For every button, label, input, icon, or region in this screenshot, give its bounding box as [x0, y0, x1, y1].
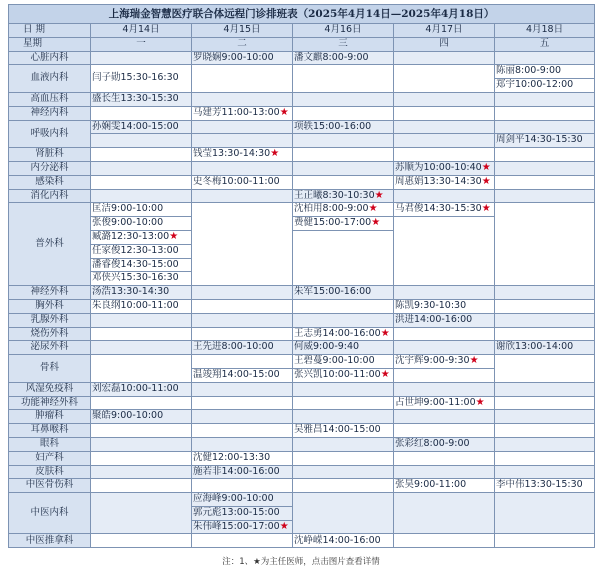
schedule-cell — [495, 189, 595, 203]
schedule-cell — [394, 286, 495, 300]
weekday-row — [9, 37, 595, 51]
dept-label: 心脏内科 — [9, 51, 91, 65]
schedule-cell[interactable] — [293, 51, 394, 65]
schedule-cell[interactable] — [91, 203, 192, 217]
schedule-cell[interactable] — [293, 120, 394, 134]
schedule-cell — [192, 479, 293, 493]
schedule-cell — [91, 465, 192, 479]
chief-physician-star-icon: ★ — [169, 231, 179, 243]
schedule-cell — [192, 203, 293, 286]
doctor-slot[interactable]: 朱伟峰15:00-17:00 — [193, 520, 280, 532]
doctor-slot[interactable]: 张兴凯10:00-11:00 — [294, 369, 381, 381]
dept-label: 皮肤科 — [9, 465, 91, 479]
table-row — [9, 327, 595, 341]
doctor-slot[interactable]: 郑宇10:00-12:00 — [496, 79, 574, 91]
schedule-cell — [192, 424, 293, 438]
schedule-cell[interactable] — [293, 341, 394, 355]
table-row — [9, 534, 595, 548]
schedule-cell — [495, 313, 595, 327]
doctor-slot[interactable]: 吴雅昌14:00-15:00 — [294, 424, 381, 436]
schedule-cell — [293, 134, 394, 148]
dept-label: 泌尿外科 — [9, 341, 91, 355]
doctor-slot[interactable]: 王志勇14:00-16:00 — [294, 327, 381, 339]
schedule-cell — [394, 534, 495, 548]
schedule-cell[interactable] — [91, 217, 192, 231]
schedule-cell — [91, 493, 192, 534]
footnote: 注：1、★为主任医师，点击图片查看详情 — [222, 557, 380, 567]
schedule-cell — [495, 327, 595, 341]
schedule-cell — [192, 161, 293, 175]
schedule-cell[interactable] — [394, 203, 495, 217]
table-row — [9, 134, 595, 148]
schedule-cell — [192, 355, 293, 369]
schedule-cell — [495, 106, 595, 120]
dept-label: 神经内科 — [9, 106, 91, 120]
doctor-slot[interactable]: 张昊9:00-11:00 — [395, 479, 467, 491]
schedule-cell[interactable] — [91, 382, 192, 396]
schedule-cell — [394, 465, 495, 479]
schedule-cell — [293, 299, 394, 313]
table-row — [9, 465, 595, 479]
schedule-cell — [192, 286, 293, 300]
schedule-cell — [293, 410, 394, 424]
schedule-cell — [192, 534, 293, 548]
doctor-slot[interactable]: 李中伟13:30-15:30 — [496, 479, 583, 491]
weekday-thu: 四 — [394, 37, 495, 51]
schedule-cell[interactable] — [293, 189, 394, 203]
dept-label: 妇产科 — [9, 451, 91, 465]
schedule-cell — [293, 396, 394, 410]
schedule-cell — [293, 148, 394, 162]
schedule-cell — [91, 106, 192, 120]
chief-physician-star-icon: ★ — [481, 162, 491, 174]
schedule-cell — [495, 410, 595, 424]
schedule-cell — [192, 134, 293, 148]
schedule-cell[interactable] — [91, 286, 192, 300]
dept-label: 风湿免疫科 — [9, 382, 91, 396]
dept-label: 中医内科 — [9, 493, 91, 534]
schedule-cell[interactable] — [495, 479, 595, 493]
schedule-cell[interactable] — [91, 65, 192, 93]
schedule-cell — [293, 161, 394, 175]
schedule-cell — [394, 424, 495, 438]
doctor-slot[interactable]: 钱莹13:30-14:30 — [193, 148, 271, 160]
schedule-cell — [91, 148, 192, 162]
dept-label: 普外科 — [9, 203, 91, 286]
chief-physician-star-icon: ★ — [270, 148, 280, 160]
schedule-cell — [394, 120, 495, 134]
schedule-cell[interactable] — [293, 203, 394, 217]
dept-label: 烧伤外科 — [9, 327, 91, 341]
schedule-cell[interactable] — [394, 299, 495, 313]
dept-label: 肿瘤科 — [9, 410, 91, 424]
schedule-cell[interactable] — [91, 410, 192, 424]
schedule-cell — [495, 299, 595, 313]
chief-physician-star-icon: ★ — [371, 217, 381, 229]
schedule-cell[interactable] — [192, 451, 293, 465]
schedule-cell — [91, 479, 192, 493]
dept-label: 呼吸内科 — [9, 120, 91, 148]
schedule-cell — [394, 217, 495, 286]
schedule-cell — [293, 382, 394, 396]
chief-physician-star-icon: ★ — [380, 369, 390, 381]
schedule-cell — [91, 175, 192, 189]
dept-label: 感染科 — [9, 175, 91, 189]
dept-label: 高血压科 — [9, 92, 91, 106]
chief-physician-star-icon: ★ — [380, 327, 390, 339]
schedule-cell — [293, 65, 394, 93]
schedule-cell — [495, 148, 595, 162]
schedule-cell[interactable] — [293, 217, 394, 231]
schedule-cell[interactable] — [293, 327, 394, 341]
schedule-cell[interactable] — [192, 51, 293, 65]
schedule-cell — [495, 161, 595, 175]
doctor-slot[interactable]: 匡洁9:00-10:00 — [92, 203, 164, 215]
date-wed: 4月16日 — [293, 24, 394, 38]
doctor-slot[interactable]: 洪进14:00-16:00 — [395, 313, 473, 325]
doctor-slot[interactable]: 聚皓9:00-10:00 — [92, 410, 164, 422]
doctor-slot[interactable]: 刘宏磊10:00-11:00 — [92, 382, 179, 394]
chief-physician-star-icon: ★ — [469, 355, 479, 367]
schedule-cell — [192, 313, 293, 327]
schedule-cell — [293, 465, 394, 479]
table-row — [9, 341, 595, 355]
schedule-cell — [192, 120, 293, 134]
schedule-cell — [394, 148, 495, 162]
date-label: 日 期 — [9, 24, 91, 38]
schedule-cell — [91, 189, 192, 203]
date-mon: 4月14日 — [91, 24, 192, 38]
table-row — [9, 92, 595, 106]
schedule-cell[interactable] — [91, 272, 192, 286]
chief-physician-star-icon: ★ — [475, 396, 485, 408]
table-row — [9, 355, 595, 369]
schedule-cell — [495, 92, 595, 106]
doctor-slot[interactable]: 施若非14:00-16:00 — [193, 465, 280, 477]
doctor-slot[interactable]: 陈丽8:00-9:00 — [496, 65, 562, 77]
doctor-slot[interactable]: 邓侠兴15:30-16:30 — [92, 272, 179, 284]
schedule-cell — [192, 396, 293, 410]
week-label: 星期 — [9, 37, 91, 51]
dept-label: 胸外科 — [9, 299, 91, 313]
schedule-cell — [192, 382, 293, 396]
chief-physician-star-icon: ★ — [374, 189, 384, 201]
schedule-cell — [293, 313, 394, 327]
schedule-cell[interactable] — [91, 244, 192, 258]
dept-label: 中医推拿科 — [9, 534, 91, 548]
doctor-slot[interactable]: 马君俊14:30-15:30 — [395, 203, 482, 215]
schedule-cell — [394, 451, 495, 465]
schedule-cell[interactable] — [192, 368, 293, 382]
schedule-cell[interactable] — [293, 355, 394, 369]
schedule-cell[interactable] — [394, 161, 495, 175]
schedule-cell — [394, 493, 495, 534]
table-row — [9, 189, 595, 203]
dept-label: 消化内科 — [9, 189, 91, 203]
doctor-slot[interactable]: 温竣翔14:00-15:00 — [193, 369, 280, 381]
schedule-cell — [293, 437, 394, 451]
schedule-cell — [91, 451, 192, 465]
schedule-cell[interactable] — [394, 437, 495, 451]
dept-label: 骨科 — [9, 355, 91, 383]
schedule-cell — [495, 355, 595, 383]
table-row — [9, 120, 595, 134]
table-row — [9, 148, 595, 162]
schedule-cell — [192, 437, 293, 451]
schedule-cell — [192, 299, 293, 313]
table-row — [9, 161, 595, 175]
doctor-slot[interactable]: 朱良纲10:00-11:00 — [92, 300, 179, 312]
schedule-cell[interactable] — [394, 175, 495, 189]
doctor-slot[interactable]: 沈宇辉9:00-9:30 — [395, 355, 470, 367]
schedule-cell — [91, 424, 192, 438]
dept-label: 血液内科 — [9, 65, 91, 93]
schedule-cell — [293, 175, 394, 189]
schedule-cell — [293, 230, 394, 285]
doctor-slot[interactable]: 谢欣13:00-14:00 — [496, 341, 574, 353]
schedule-cell — [192, 327, 293, 341]
doctor-slot[interactable]: 罗晓娴9:00-10:00 — [193, 51, 274, 63]
doctor-slot[interactable]: 王碧蔓9:00-10:00 — [294, 355, 375, 367]
table-row — [9, 410, 595, 424]
table-row — [9, 313, 595, 327]
doctor-slot[interactable]: 周惠娟13:30-14:30 — [395, 175, 482, 187]
doctor-slot[interactable]: 臧潞12:30-13:00 — [92, 231, 170, 243]
schedule-cell[interactable] — [394, 355, 495, 369]
doctor-slot[interactable]: 占世坤9:00-11:00 — [395, 396, 476, 408]
schedule-cell[interactable] — [394, 479, 495, 493]
chief-physician-star-icon: ★ — [481, 175, 491, 187]
weekday-tue: 二 — [192, 37, 293, 51]
doctor-slot[interactable]: 汤浩13:30-14:30 — [92, 286, 170, 298]
schedule-cell — [394, 368, 495, 382]
schedule-cell — [91, 313, 192, 327]
date-thu: 4月17日 — [394, 24, 495, 38]
table-row — [9, 479, 595, 493]
schedule-cell — [293, 451, 394, 465]
table-row — [9, 493, 595, 507]
doctor-slot[interactable]: 孙娴雯14:00-15:00 — [92, 120, 179, 132]
date-fri: 4月18日 — [495, 24, 595, 38]
schedule-cell — [495, 451, 595, 465]
schedule-cell[interactable] — [293, 534, 394, 548]
schedule-cell — [192, 92, 293, 106]
schedule-cell[interactable] — [293, 368, 394, 382]
schedule-cell[interactable] — [91, 120, 192, 134]
doctor-slot[interactable]: 苏顺为10:00-10:40 — [395, 162, 482, 174]
dept-label: 内分泌科 — [9, 161, 91, 175]
schedule-cell — [495, 175, 595, 189]
doctor-slot[interactable]: 陈凯9:30-10:30 — [395, 300, 467, 312]
date-tue: 4月15日 — [192, 24, 293, 38]
table-row — [9, 51, 595, 65]
schedule-cell — [394, 382, 495, 396]
table-row — [9, 203, 595, 217]
schedule-cell — [91, 355, 192, 383]
doctor-slot[interactable]: 王正曦8:30-10:30 — [294, 189, 375, 201]
doctor-slot[interactable]: 闫子勋15:30-16:30 — [92, 72, 179, 84]
schedule-cell — [91, 341, 192, 355]
schedule-cell[interactable] — [293, 286, 394, 300]
doctor-slot[interactable]: 张彩红8:00-9:00 — [395, 438, 470, 449]
weekday-mon: 一 — [91, 37, 192, 51]
schedule-cell[interactable] — [495, 65, 595, 79]
doctor-slot[interactable]: 潘文麒8:00-9:00 — [294, 51, 369, 63]
chief-physician-star-icon: ★ — [279, 106, 289, 118]
schedule-cell — [495, 382, 595, 396]
schedule-cell — [394, 327, 495, 341]
doctor-slot[interactable]: 张俊9:00-10:00 — [92, 217, 164, 229]
schedule-cell — [495, 424, 595, 438]
schedule-cell[interactable] — [192, 148, 293, 162]
schedule-cell[interactable] — [91, 230, 192, 244]
schedule-cell — [293, 106, 394, 120]
schedule-cell[interactable] — [192, 106, 293, 120]
schedule-cell[interactable] — [293, 424, 394, 438]
schedule-cell — [495, 286, 595, 300]
dept-label: 功能神经外科 — [9, 396, 91, 410]
schedule-cell — [91, 161, 192, 175]
schedule-cell — [192, 189, 293, 203]
table-row — [9, 437, 595, 451]
table-row — [9, 286, 595, 300]
schedule-cell[interactable] — [192, 506, 293, 520]
schedule-cell — [91, 396, 192, 410]
doctor-slot[interactable]: 史冬梅10:00-11:00 — [193, 175, 280, 187]
dept-label: 眼科 — [9, 437, 91, 451]
schedule-cell — [394, 134, 495, 148]
doctor-slot[interactable]: 何威9:00-9:40 — [294, 341, 360, 353]
table-row — [9, 382, 595, 396]
schedule-cell — [394, 92, 495, 106]
schedule-cell[interactable] — [495, 134, 595, 148]
schedule-cell — [495, 493, 595, 534]
schedule-cell — [495, 51, 595, 65]
schedule-cell — [394, 410, 495, 424]
doctor-slot[interactable]: 费健15:00-17:00 — [294, 217, 372, 229]
schedule-cell[interactable] — [192, 493, 293, 507]
doctor-slot[interactable]: 马建芳11:00-13:00 — [193, 106, 280, 118]
doctor-slot[interactable]: 朱军15:00-16:00 — [294, 286, 372, 298]
doctor-slot[interactable]: 沈柏用8:00-9:00 — [294, 203, 369, 215]
chief-physician-star-icon: ★ — [368, 203, 378, 215]
schedule-cell — [293, 479, 394, 493]
schedule-cell — [91, 437, 192, 451]
schedule-cell[interactable] — [192, 175, 293, 189]
schedule-cell — [192, 410, 293, 424]
schedule-cell — [394, 65, 495, 93]
schedule-cell[interactable] — [192, 341, 293, 355]
doctor-slot[interactable]: 项轶15:00-16:00 — [294, 120, 372, 132]
schedule-cell — [495, 203, 595, 286]
doctor-slot[interactable]: 郭元彪13:00-15:00 — [193, 506, 280, 518]
schedule-cell — [394, 51, 495, 65]
table-title: 上海瑞金智慧医疗联合体远程门诊排班表（2025年4月14日—2025年4月18日） — [9, 5, 595, 24]
schedule-cell[interactable] — [91, 299, 192, 313]
weekday-fri: 五 — [495, 37, 595, 51]
schedule-cell — [91, 51, 192, 65]
chief-physician-star-icon: ★ — [481, 203, 491, 215]
table-row — [9, 106, 595, 120]
schedule-cell — [495, 534, 595, 548]
dept-label: 神经外科 — [9, 286, 91, 300]
doctor-slot[interactable]: 王先进8:00-10:00 — [193, 341, 274, 353]
doctor-slot[interactable]: 沈健12:00-13:30 — [193, 451, 271, 463]
schedule-cell — [91, 134, 192, 148]
weekday-wed: 三 — [293, 37, 394, 51]
doctor-slot[interactable]: 盛长生13:30-15:30 — [92, 93, 179, 105]
table-row — [9, 65, 595, 79]
doctor-slot[interactable]: 沈峥嵘14:00-16:00 — [294, 534, 381, 546]
schedule-cell — [495, 120, 595, 134]
table-row — [9, 299, 595, 313]
schedule-cell — [394, 106, 495, 120]
schedule-cell[interactable] — [495, 341, 595, 355]
schedule-cell — [91, 327, 192, 341]
schedule-cell — [91, 534, 192, 548]
schedule-cell — [495, 437, 595, 451]
schedule-cell — [495, 465, 595, 479]
schedule-cell — [192, 65, 293, 93]
table-row — [9, 424, 595, 438]
schedule-cell[interactable] — [394, 313, 495, 327]
doctor-slot[interactable]: 潘睿俊14:30-15:00 — [92, 258, 179, 270]
schedule-cell — [293, 493, 394, 534]
table-row — [9, 396, 595, 410]
chief-physician-star-icon: ★ — [279, 520, 289, 532]
schedule-cell — [495, 396, 595, 410]
schedule-cell[interactable] — [91, 92, 192, 106]
schedule-cell[interactable] — [192, 465, 293, 479]
table-row — [9, 175, 595, 189]
doctor-slot[interactable]: 应海峰9:00-10:00 — [193, 493, 274, 505]
schedule-cell — [394, 189, 495, 203]
dept-label: 乳腺外科 — [9, 313, 91, 327]
table-row — [9, 451, 595, 465]
schedule-cell[interactable] — [91, 258, 192, 272]
dept-label: 肾脏科 — [9, 148, 91, 162]
date-row — [9, 24, 595, 38]
schedule-table[interactable] — [8, 4, 595, 548]
doctor-slot[interactable]: 周剑平14:30-15:30 — [496, 134, 583, 146]
schedule-cell[interactable] — [394, 396, 495, 410]
schedule-cell[interactable] — [192, 520, 293, 534]
schedule-cell — [293, 92, 394, 106]
dept-label: 耳鼻喉科 — [9, 424, 91, 438]
schedule-cell — [394, 341, 495, 355]
schedule-cell[interactable] — [495, 79, 595, 93]
doctor-slot[interactable]: 任家俊12:30-13:00 — [92, 244, 179, 256]
dept-label: 中医骨伤科 — [9, 479, 91, 493]
